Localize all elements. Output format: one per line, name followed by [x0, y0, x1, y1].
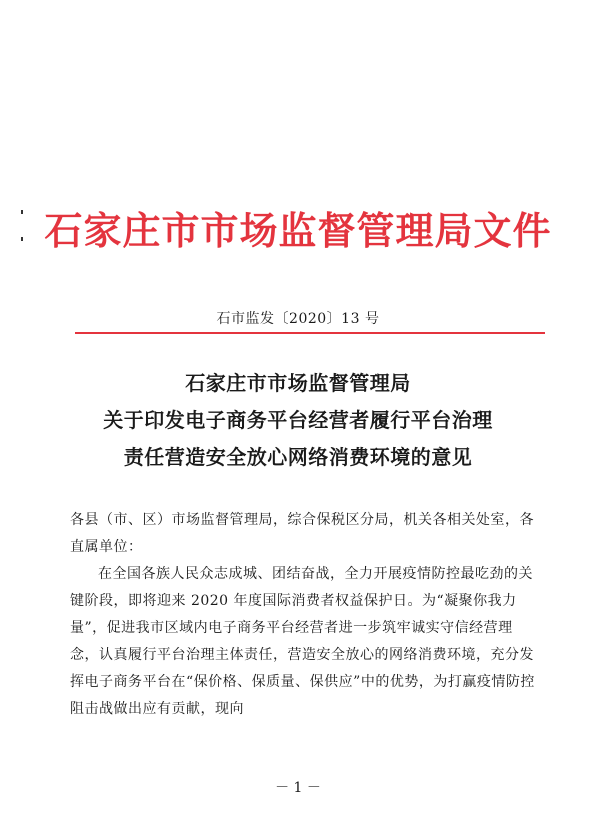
document-title-line-2: 关于印发电子商务平台经营者履行平台治理 — [103, 408, 493, 432]
addressee: 各县（市、区）市场监督管理局，综合保税区分局，机关各相关处室，各直属单位： — [70, 512, 534, 555]
red-divider-line — [75, 332, 545, 334]
document-title-line-3: 责任营造安全放心网络消费环境的意见 — [123, 445, 473, 469]
body-paragraph: 在全国各族人民众志成城、团结奋战，全力开展疫情防控最吃劲的关键阶段，即将迎来 2020 年度国际消费者权益保护日。为“凝聚你我力量”，促进我市区域内电子商务平台经营者进一步筑牢诚实守信经营理念，认真履行平台治理主体责任，营造安全放心的网络消费环境，充分发挥电子商务平台在“保价格、保质量、保供应”中的优势，为打赢疫情防控阻击战做出应有贡献，现向 — [70, 566, 535, 717]
document-title-line-1: 石家庄市市场监督管理局 — [185, 371, 411, 395]
document-number: 石市监发〔2020〕13 号 — [216, 311, 380, 327]
page-number: － 1 － — [275, 780, 321, 796]
issuer-header: 石家庄市市场监督管理局文件 — [44, 209, 552, 253]
